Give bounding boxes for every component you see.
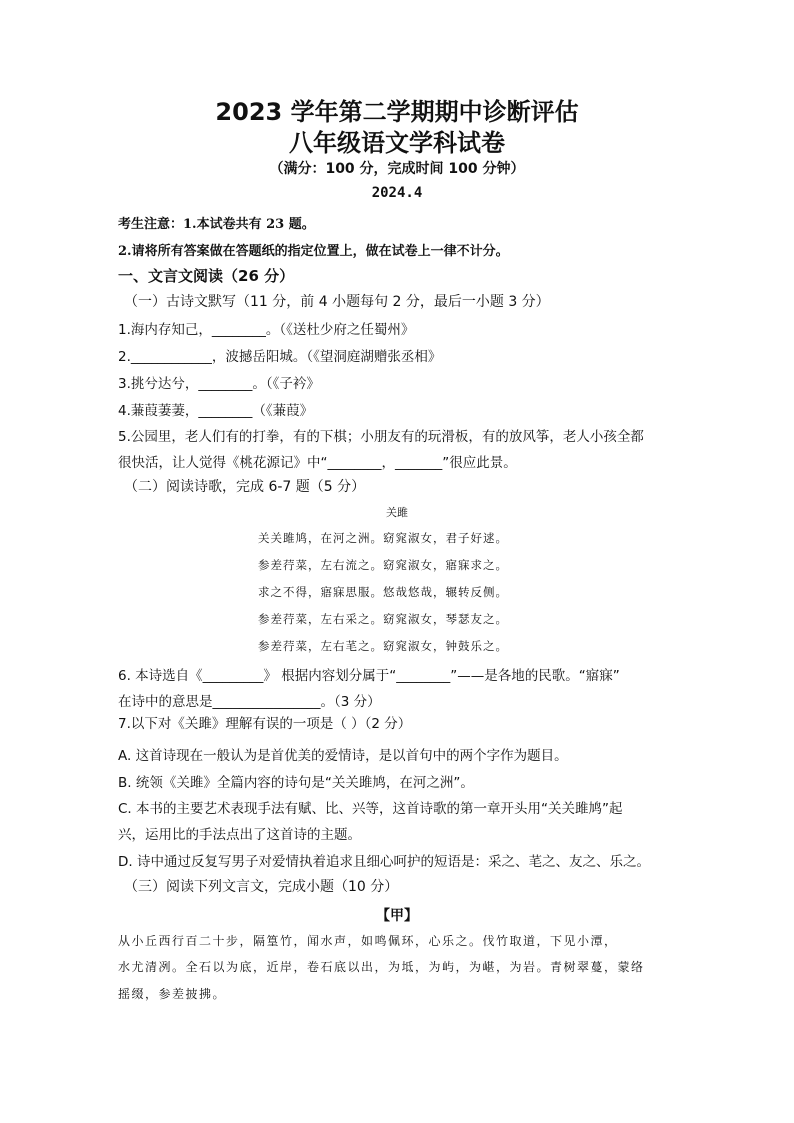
poem-title: 关雎 — [386, 506, 408, 519]
question-7: 7.以下对《关雎》理解有误的一项是（ ）（2 分） — [118, 716, 412, 732]
exam-date: 2024.4 — [371, 185, 423, 201]
question-2: 2.____________，波撼岳阳城。（《望洞庭湖赠张丞相》 — [118, 349, 442, 365]
question-4: 4.蒹葭萋萋，________（《蒹葭》 — [118, 403, 314, 419]
question-3: 3.挑兮达兮，________。（《子衿》 — [118, 376, 320, 392]
question-1: 1.海内存知己，________。（《送杜少府之任蜀州》 — [118, 322, 415, 338]
poem-line: 求之不得，寤寐思服。悠哉悠哉，辗转反侧。 — [258, 585, 508, 599]
section-1-heading: 一、文言文阅读（26 分） — [118, 267, 295, 285]
passage-line-2: 水尤清冽。全石以为底，近岸，卷石底以出，为坻，为屿，为嵁，为岩。青树翠蔓，蒙络 — [118, 960, 645, 974]
question-5-line-1: 5.公园里，老人们有的打拳，有的下棋；小朋友有的玩滑板，有的放风筝，老人小孩全都 — [118, 429, 644, 445]
option-c-line-1: C. 本书的主要艺术表现手法有赋、比、兴等，这首诗歌的第一章开头用“关关雎鸠”起 — [118, 801, 623, 817]
poem-line: 关关雎鸠，在河之洲。窈窕淑女，君子好逑。 — [258, 531, 508, 545]
option-d: D. 诗中通过反复写男子对爱情执着追求且细心呵护的短语是：采之、芼之、友之、乐之。 — [118, 854, 650, 870]
passage-line-3: 摇缀，参差披拂。 — [118, 987, 227, 1001]
notice-line-2: 2.请将所有答案做在答题纸的指定位置上，做在试卷上一律不计分。 — [118, 244, 509, 259]
option-c-line-2: 兴，运用比的手法点出了这首诗的主题。 — [118, 827, 361, 843]
exam-title: 2023 学年第二学期期中诊断评估 — [215, 98, 579, 126]
notice-line-1: 考生注意：1.本试卷共有 23 题。 — [118, 217, 315, 232]
question-6-line-1: 6. 本诗选自《_________》 根据内容划分属于“________”——是各地的民歌。“寤寐” — [118, 668, 620, 684]
exam-subject-title: 八年级语文学科试卷 — [289, 129, 505, 157]
question-6-line-2: 在诗中的意思是________________。（3 分） — [118, 694, 381, 710]
exam-score-time: （满分：100 分，完成时间 100 分钟） — [269, 161, 525, 177]
part-2-heading: （二）阅读诗歌，完成 6-7 题（5 分） — [124, 479, 366, 495]
poem-line: 参差荇菜，左右芼之。窈窕淑女，钟鼓乐之。 — [258, 639, 508, 653]
part-1-heading: （一）古诗文默写（11 分，前 4 小题每句 2 分，最后一小题 3 分） — [124, 294, 550, 310]
passage-label-jia: 【甲】 — [376, 908, 418, 924]
poem-line: 参差荇菜，左右采之。窈窕淑女，琴瑟友之。 — [258, 612, 508, 626]
question-5-line-2: 很快活，让人觉得《桃花源记》中“________，_______”很应此景。 — [118, 455, 517, 471]
poem-line: 参差荇菜，左右流之。窈窕淑女，寤寐求之。 — [258, 558, 508, 572]
part-3-heading: （三）阅读下列文言文，完成小题（10 分） — [124, 879, 399, 895]
option-b: B. 统领《关雎》全篇内容的诗句是“关关雎鸠，在河之洲”。 — [118, 775, 474, 791]
passage-line-1: 从小丘西行百二十步，隔篁竹，闻水声，如鸣佩环，心乐之。伐竹取道，下见小潭， — [118, 934, 618, 948]
option-a: A. 这首诗现在一般认为是首优美的爱情诗，是以首句中的两个字作为题目。 — [118, 748, 568, 764]
